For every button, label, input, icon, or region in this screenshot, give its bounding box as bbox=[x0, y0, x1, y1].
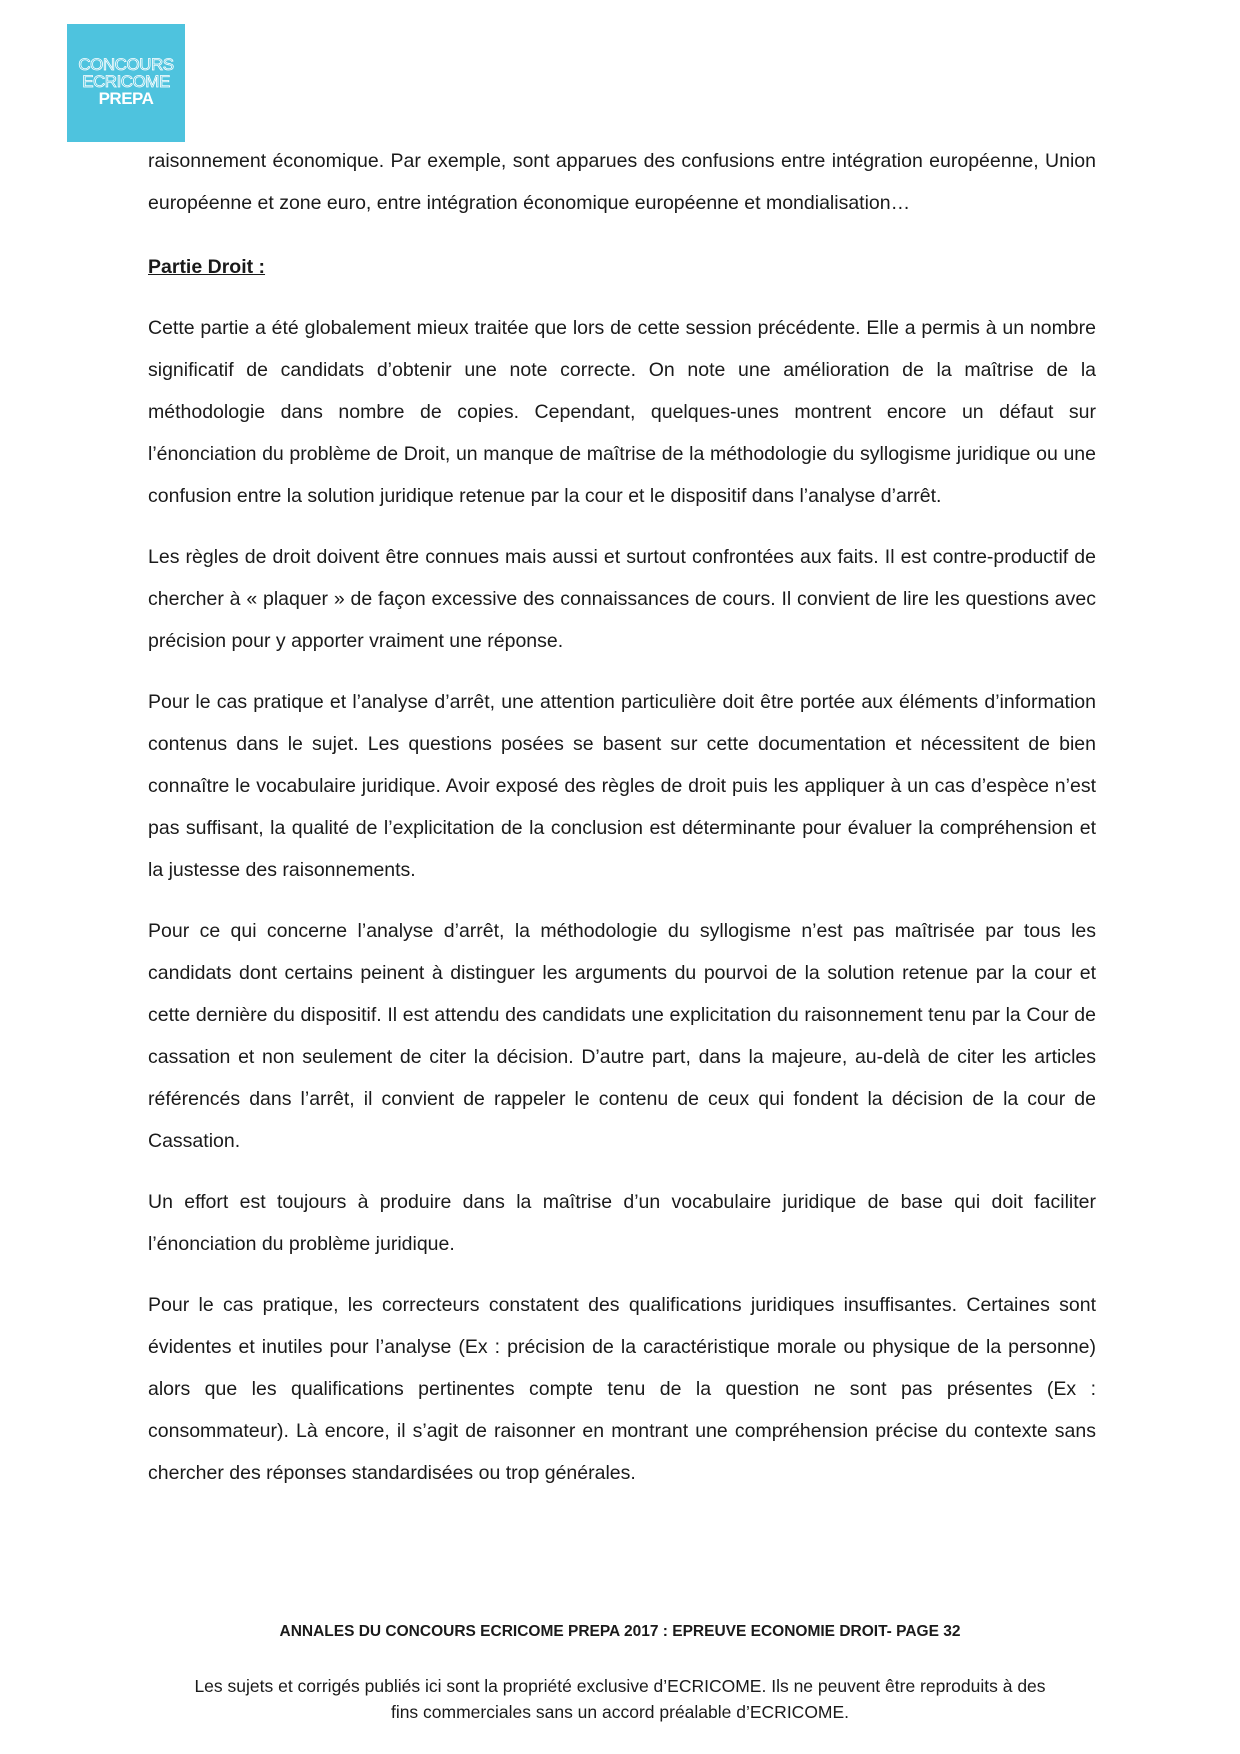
copyright-line-2: fins commerciales sans un accord préalable d’ECRICOME. bbox=[390, 1702, 850, 1722]
paragraph-6: Pour le cas pratique, les correcteurs constatent des qualifications juridiques insuffisantes. Certaines sont évidentes et inutiles pour l’analyse (Ex : précision de la caractéristique morale ou physique de la personne) alors que les qualifications pertinentes compte tenu de la question ne sont pas présentes (Ex : consommateur). Là encore, il s’agit de raisonner en montrant une compréhension précise du contexte sans chercher des réponses standardisées ou trop générales. bbox=[148, 1294, 1096, 1484]
paragraph-1: Cette partie a été globalement mieux traitée que lors de cette session précédente. Elle a permis à un nombre significatif de candidats d’obtenir une note correcte. On note une amélioration de la maîtrise de la méthodologie dans nombre de copies. Cependant, quelques-unes montrent encore un défaut sur l’énonciation du problème de Droit, un manque de maîtrise de la méthodologie du syllogisme juridique ou une confusion entre la solution juridique retenue par la cour et le dispositif dans l’analyse d’arrêt. bbox=[148, 317, 1096, 507]
logo-text-concours: CONCOURS bbox=[78, 55, 174, 74]
paragraph-3: Pour le cas pratique et l’analyse d’arrêt, une attention particulière doit être portée aux éléments d’information contenus dans le sujet. Les questions posées se basent sur cette documentation et nécessitent de bien connaître le vocabulaire juridique. Avoir exposé des règles de droit puis les appliquer à un cas d’espèce n’est pas suffisant, la qualité de l’explicitation de la conclusion est déterminante pour évaluer la compréhension et la justesse des raisonnements. bbox=[148, 691, 1096, 881]
intro-paragraph: raisonnement économique. Par exemple, sont apparues des confusions entre intégration européenne, Union européenne et zone euro, entre intégration économique européenne et mondialisation… bbox=[148, 150, 1096, 214]
logo-text-prepa: PREPA bbox=[98, 89, 154, 108]
ecricome-logo bbox=[67, 24, 185, 142]
document-body bbox=[148, 140, 1096, 1513]
logo-text-ecricome: ECRICOME bbox=[82, 72, 170, 91]
copyright-line-1: Les sujets et corrigés publiés ici sont la propriété exclusive d’ECRICOME. Ils ne peuvent être reproduits à des bbox=[194, 1676, 1046, 1696]
paragraph-5: Un effort est toujours à produire dans la maîtrise d’un vocabulaire juridique de base qui doit faciliter l’énonciation du problème juridique. bbox=[148, 1191, 1096, 1255]
footer-title: ANNALES DU CONCOURS ECRICOME PREPA 2017 : EPREUVE ECONOMIE DROIT- PAGE 32 bbox=[279, 1623, 961, 1640]
paragraph-4: Pour ce qui concerne l’analyse d’arrêt, la méthodologie du syllogisme n’est pas maîtrisée par tous les candidats dont certains peinent à distinguer les arguments du pourvoi de la solution retenue par la cour et cette dernière du dispositif. Il est attendu des candidats une explicitation du raisonnement tenu par la Cour de cassation et non seulement de citer la décision. D’autre part, dans la majeure, au-delà de citer les articles référencés dans l’arrêt, il convient de rappeler le contenu de ceux qui fondent la décision de la cour de Cassation. bbox=[148, 920, 1096, 1152]
paragraph-2: Les règles de droit doivent être connues mais aussi et surtout confrontées aux faits. Il est contre-productif de chercher à « plaquer » de façon excessive des connaissances de cours. Il convient de lire les questions avec précision pour y apporter vraiment une réponse. bbox=[148, 546, 1096, 652]
section-heading: Partie Droit : bbox=[148, 256, 266, 278]
copyright-notice bbox=[0, 1673, 1240, 1725]
